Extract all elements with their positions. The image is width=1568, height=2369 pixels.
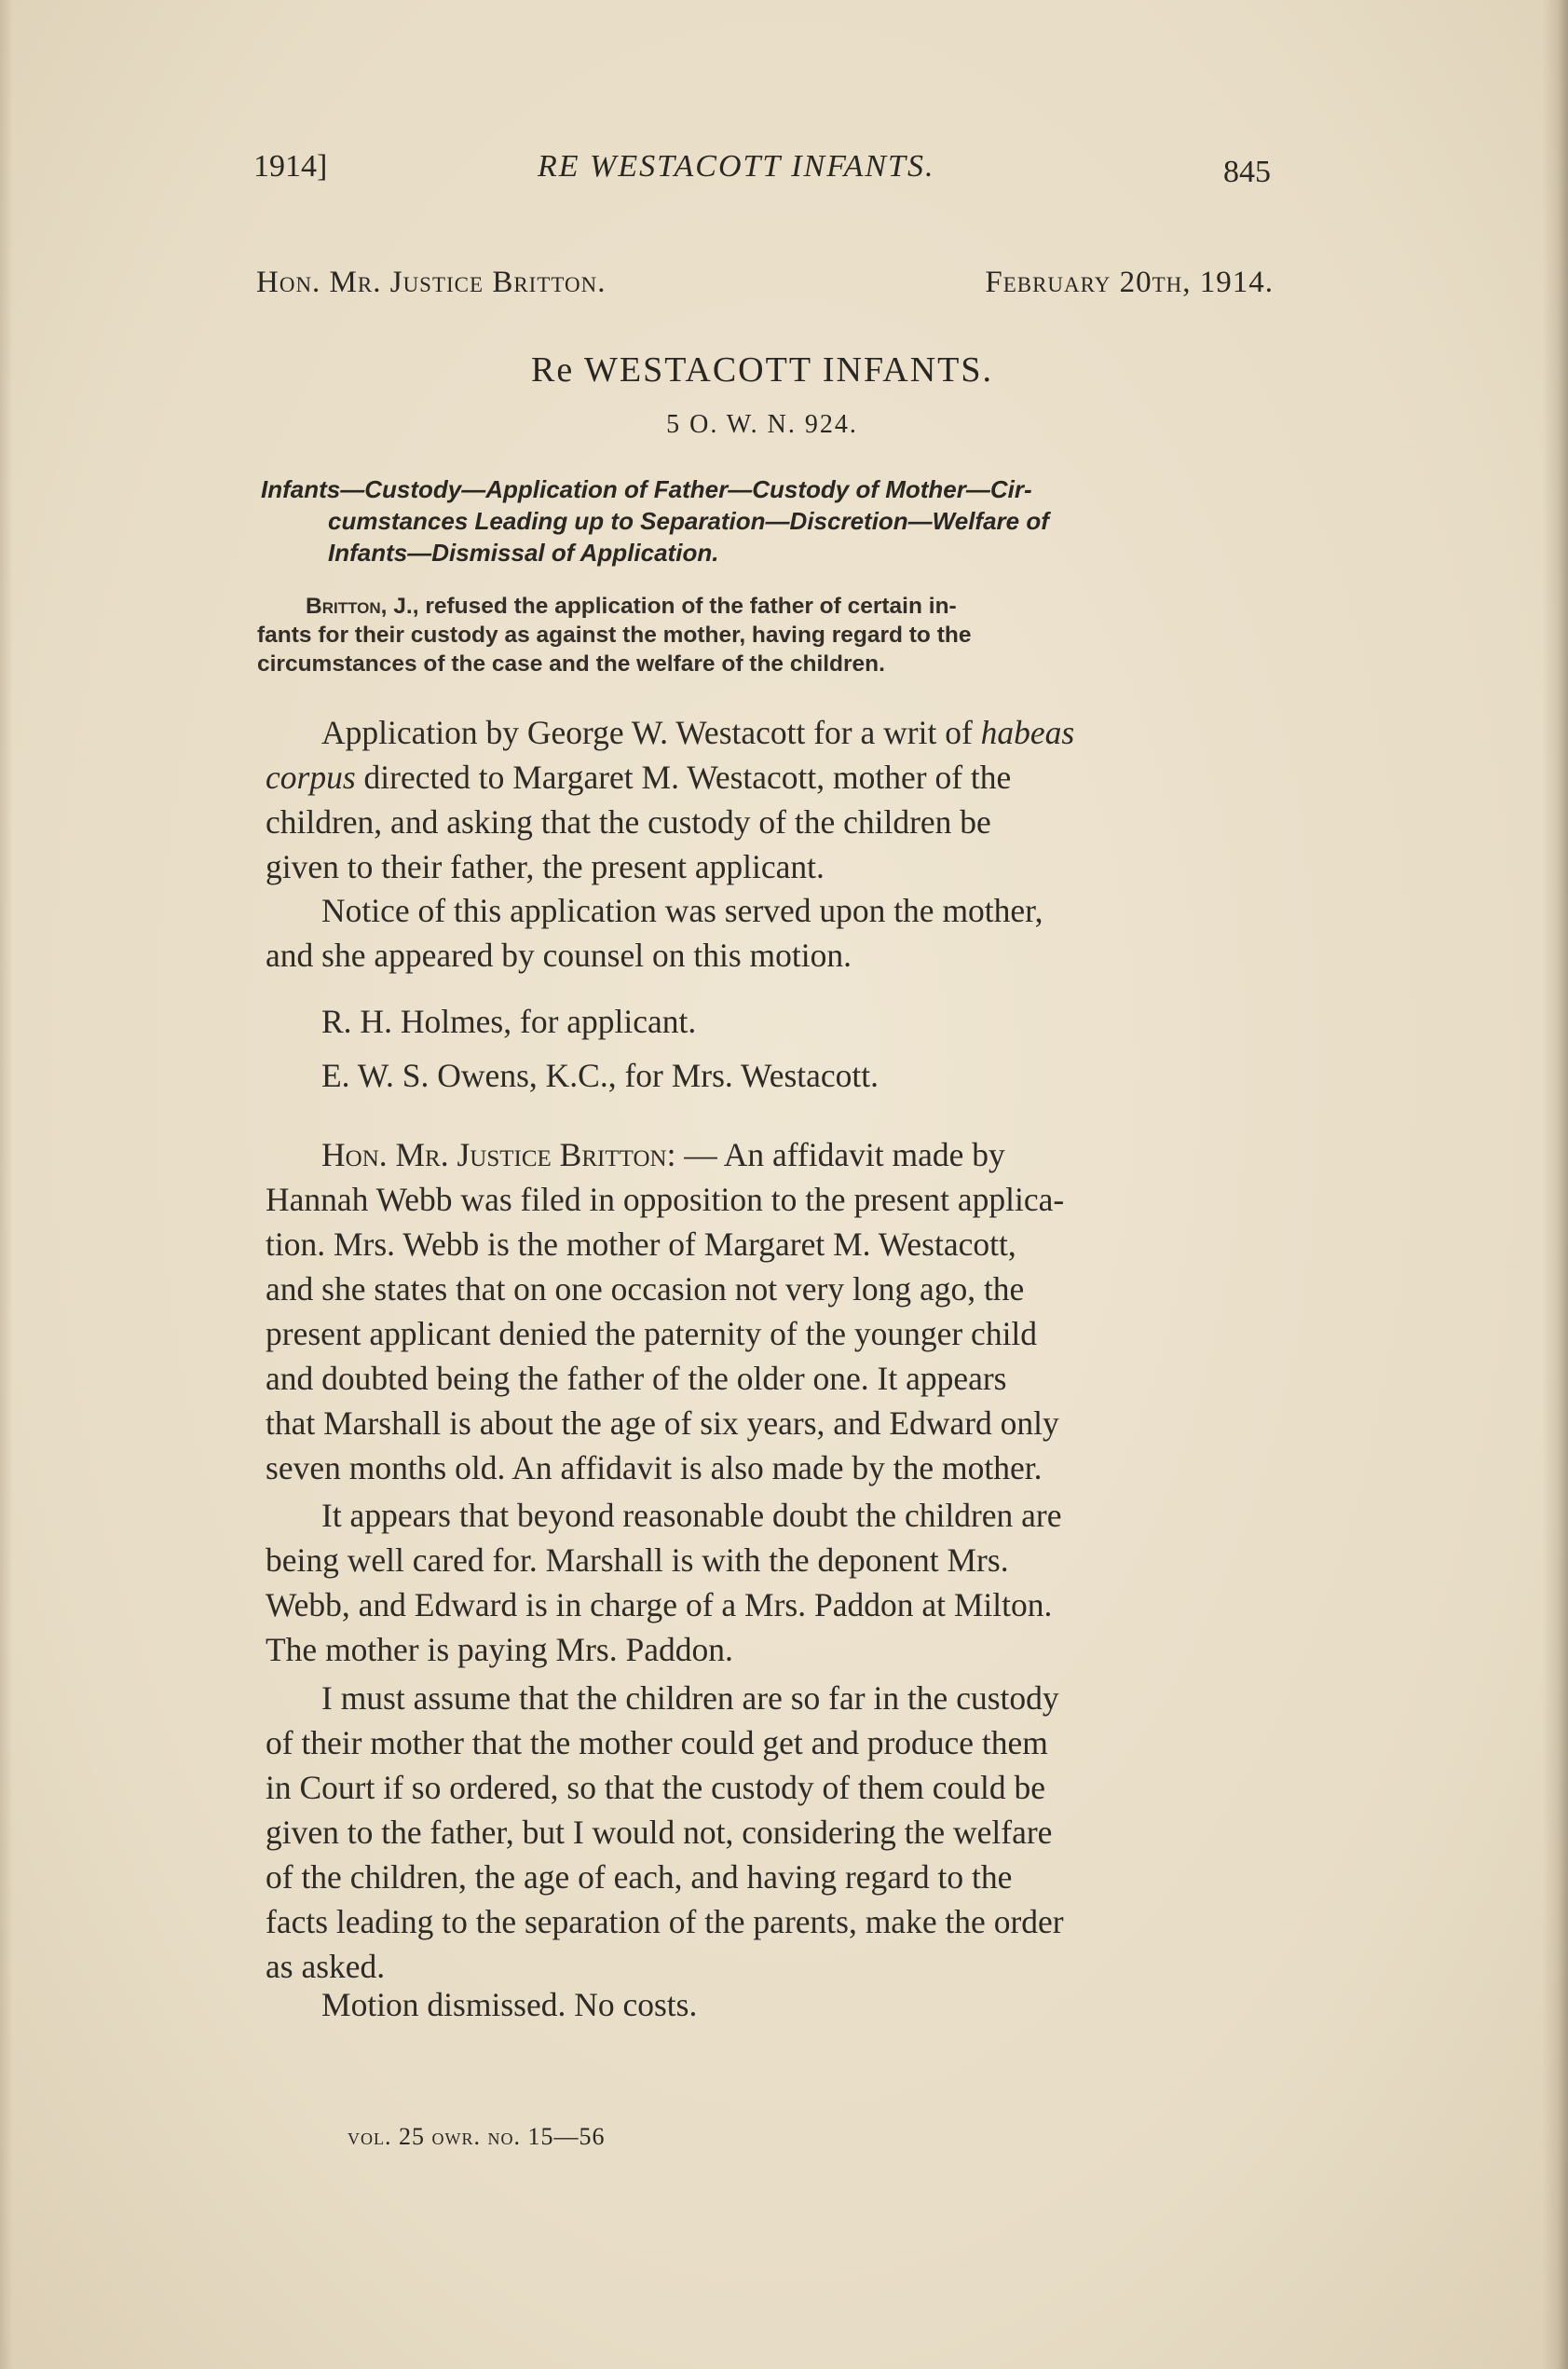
headnote-text: refused the application of the father of certain in-	[418, 594, 957, 619]
disposition	[266, 1982, 1290, 2027]
catchwords-line: cumstances Leading up to Separation—Discretion—Welfare of	[328, 507, 1049, 535]
notice-paragraph	[266, 888, 1290, 978]
application-paragraph	[266, 710, 1290, 889]
paragraph-line: being well cared for. Marshall is with the deponent Mrs.	[266, 1541, 1009, 1579]
paragraph-line: facts leading to the separation of the parents, make the order	[266, 1903, 1064, 1940]
judge-name: Hon. Mr. Justice Britton.	[256, 266, 607, 299]
counsel-respondent	[266, 1053, 1290, 1098]
headnote-line: circumstances of the case and the welfare of the children.	[257, 651, 885, 677]
paragraph-line: given to the father, but I would not, considering the welfare	[266, 1814, 1053, 1851]
paragraph-line: as asked.	[266, 1948, 386, 1985]
paragraph-line: The mother is paying Mrs. Paddon.	[266, 1631, 733, 1668]
case-citation: 5 O. W. N. 924.	[666, 410, 858, 439]
judgment-paragraph-1	[266, 1132, 1290, 1490]
paragraph-line: It appears that beyond reasonable doubt the children are	[321, 1497, 1062, 1534]
judgment-judge: Hon. Mr. Justice Britton	[321, 1136, 667, 1173]
paragraph-line: of their mother that the mother could get and produce them	[266, 1724, 1048, 1761]
running-header	[253, 149, 1271, 196]
paragraph-line: in Court if so ordered, so that the custody of them could be	[266, 1769, 1046, 1806]
paragraph-line: Notice of this application was served upon the mother,	[321, 892, 1043, 929]
judgment-paragraph-2	[266, 1493, 1290, 1672]
italic-text: corpus	[266, 759, 356, 796]
decision-date: February 20th, 1914.	[985, 266, 1274, 299]
paragraph-line: tion. Mrs. Webb is the mother of Margaret M. Westacott,	[266, 1226, 1016, 1263]
catchwords-line: Infants—Custody—Application of Father—Custody of Mother—Cir-	[261, 475, 1032, 503]
catchwords-line: Infants—Dismissal of Application.	[328, 539, 719, 567]
paragraph-line: Motion dismissed. No costs.	[321, 1986, 698, 2023]
footer-signature-line	[348, 2123, 606, 2151]
paragraph-line	[266, 710, 1290, 755]
text-run: directed to Margaret M. Westacott, mother of the	[355, 759, 1012, 796]
paragraph-line: R. H. Holmes, for applicant.	[321, 1003, 697, 1040]
paragraph-line: given to their father, the present applicant.	[266, 848, 825, 885]
headnote-judge: Britton, J.,	[306, 594, 419, 619]
paragraph-line: seven months old. An affidavit is also made by the mother.	[266, 1449, 1043, 1486]
case-title: Re WESTACOTT INFANTS.	[530, 350, 993, 390]
paragraph-line: E. W. S. Owens, K.C., for Mrs. Westacott.	[321, 1057, 879, 1094]
paragraph-line: Webb, and Edward is in charge of a Mrs. Paddon at Milton.	[266, 1586, 1053, 1623]
italic-text: habeas	[980, 714, 1075, 751]
court-line	[256, 266, 1274, 312]
paragraph-line: that Marshall is about the age of six years, and Edward only	[266, 1404, 1059, 1442]
headnote-line	[306, 592, 1279, 621]
paragraph-line: Hannah Webb was filed in opposition to the present applica-	[266, 1181, 1065, 1218]
headnote-line: fants for their custody as against the mother, having regard to the	[257, 623, 972, 648]
footer-text: vol. 25 owr. no. 15—56	[348, 2123, 606, 2150]
judgment-paragraph-3	[266, 1676, 1290, 1989]
paragraph-line	[266, 755, 1290, 800]
paragraph-line: of the children, the age of each, and having regard to the	[266, 1858, 1013, 1896]
page-number: 845	[1223, 155, 1271, 189]
header-running-title: RE WESTACOTT INFANTS.	[538, 149, 935, 184]
counsel-applicant	[266, 999, 1290, 1044]
paragraph-line	[266, 1132, 1290, 1177]
paragraph-line: present applicant denied the paternity of the younger child	[266, 1315, 1038, 1352]
paragraph-line: and doubted being the father of the older one. It appears	[266, 1360, 1007, 1397]
header-year: 1914]	[253, 149, 328, 184]
paragraph-line: children, and asking that the custody of the children be	[266, 803, 991, 841]
page-edge-shadow-right	[1542, 0, 1568, 2369]
text-run: : — An affidavit made by	[666, 1136, 1005, 1173]
text-run: Application by George W. Westacott for a writ of	[321, 714, 981, 751]
catchwords	[261, 473, 1281, 568]
paragraph-line: and she states that on one occasion not very long ago, the	[266, 1270, 1025, 1308]
paragraph-line: I must assume that the children are so far in the custody	[321, 1679, 1059, 1717]
page-edge-shadow-left	[0, 0, 13, 2369]
headnote	[257, 592, 1279, 678]
paragraph-line: and she appeared by counsel on this motion.	[266, 937, 852, 974]
